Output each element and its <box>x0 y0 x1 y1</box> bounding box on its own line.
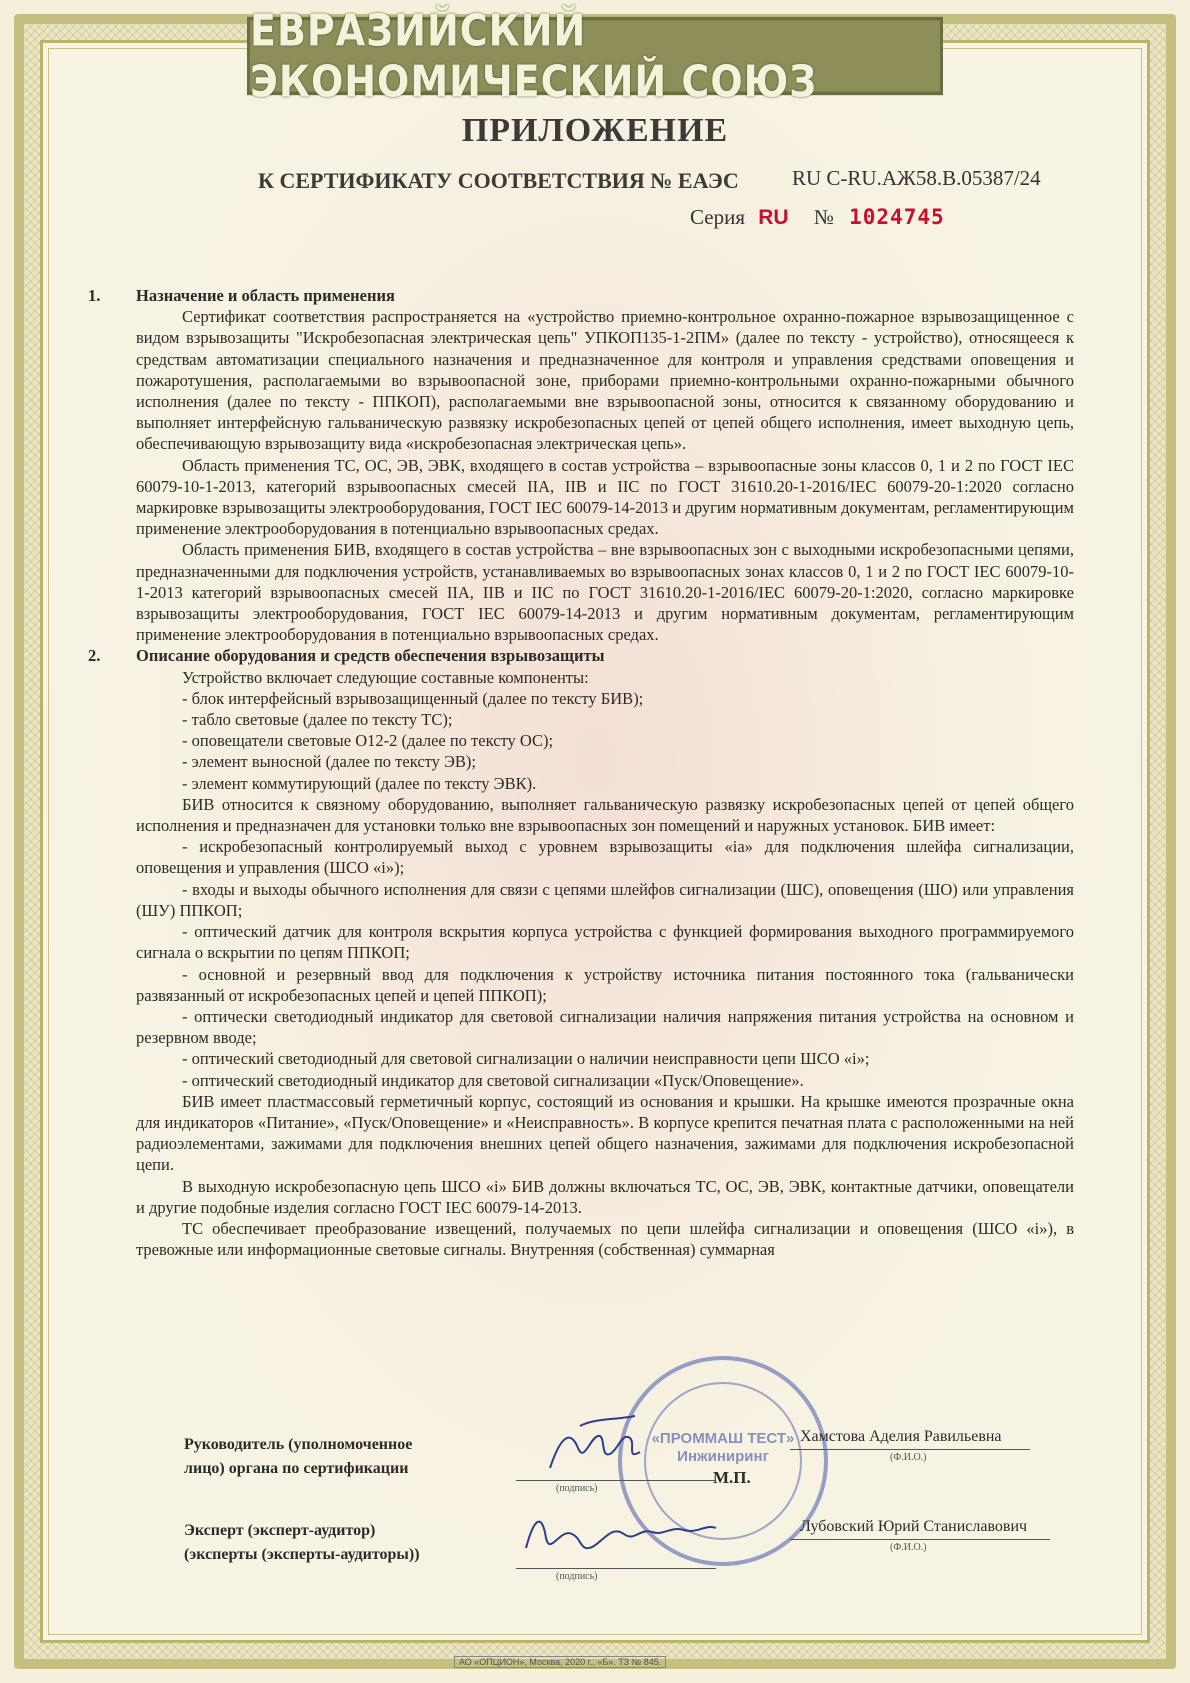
list-item: - элемент выносной (далее по тексту ЭВ); <box>182 752 476 772</box>
paragraph: БИВ относится к связному оборудованию, выполняет гальваническую развязку искробезопасных цепей от цепей общего исполнения и предназначен для установки только вне взрывоопасных зон помещений и наружных установок. БИВ имеет: <box>136 794 1074 836</box>
head-full-name: Хамстова Аделия Равильевна <box>800 1428 1002 1445</box>
header-banner: ЕВРАЗИЙСКИЙ ЭКОНОМИЧЕСКИЙ СОЮЗ <box>247 17 943 95</box>
document-title: ПРИЛОЖЕНИЕ <box>461 112 729 149</box>
paragraph: ТС обеспечивает преобразование извещений, получаемых по цепи шлейфа сигнализации и оповещения (ШСО «i»), в тревожные или информационные световые сигналы. Внутренняя (собственная) суммарная <box>136 1218 1074 1260</box>
expert-fio-caption: (Ф.И.О.) <box>890 1542 927 1553</box>
head-handwritten-signature <box>540 1408 660 1488</box>
document-body <box>88 285 1074 1260</box>
section-1-heading <box>88 285 1074 306</box>
paragraph: Область применения БИВ, входящего в состав устройства – вне взрывоопасных зон с выходными искробезопасными цепями, предназначенными для подключения устройств, устанавливаемых во взрывоопасных зонах классов 0, 1 и 2 по ГОСТ IEC 60079-10-1-2013 категорий взрывоопасных смесей IIA, IIB и IIC по ГОСТ 31610.20-1-2016/IEC 60079-20-1:2020, согласно маркировке взрывозащиты электрооборудования, ГОСТ IEC 60079-14-2013 и другим нормативным документам, регламентирующим применение электрооборудования в потенциально взрывоопасных средах. <box>136 540 1074 645</box>
head-sign-caption: (подпись) <box>556 1483 598 1494</box>
stamp-text: «ПРОММАШ ТЕСТ» Инжиниринг <box>651 1430 795 1465</box>
number-sign: № <box>813 205 834 229</box>
list-item: - оптический светодиодный индикатор для световой сигнализации «Пуск/Оповещение». <box>182 1070 804 1090</box>
head-label-line-2: лицо) органа по сертификации <box>184 1460 409 1477</box>
expert-handwritten-signature <box>520 1498 720 1568</box>
series-value: RU <box>758 206 789 229</box>
head-name-line <box>790 1449 1030 1450</box>
section-1-title: Назначение и область применения <box>136 286 395 305</box>
expert-signature-line <box>516 1568 716 1569</box>
paragraph: В выходную искробезопасную цепь ШСО «i» БИВ должны включаться ТС, ОС, ЭВ, ЭВК, контактные датчики, оповещатели и другие подобные изделия согласно ГОСТ IEC 60079-14-2013. <box>136 1176 1074 1217</box>
section-2-number: 2. <box>88 646 101 666</box>
head-label-line-1: Руководитель (уполномоченное <box>184 1436 413 1453</box>
list-item: - основной и резервный ввод для подключения к устройству источника питания постоянного тока (гальванически развязанный от искробезопасных цепей и цепей ППКОП); <box>136 964 1074 1005</box>
expert-full-name: Лубовский Юрий Станиславович <box>800 1518 1028 1535</box>
list-item: - блок интерфейсный взрывозащищенный (далее по тексту БИВ); <box>182 688 644 708</box>
series-label: Серия <box>690 205 745 229</box>
printer-imprint: АО «ОПЦИОН», Москва, 2020 г., «Б». ТЗ № 845. <box>454 1656 666 1668</box>
list-item: - оповещатели световые О12-2 (далее по тексту ОС); <box>182 731 554 751</box>
document-subtitle: К СЕРТИФИКАТУ СООТВЕТСТВИЯ № ЕАЭС <box>258 168 739 193</box>
list-item: - оптически светодиодный индикатор для световой сигнализации наличия напряжения питания устройства на основном и резервном вводе; <box>136 1006 1074 1048</box>
list-item: - оптический светодиодный для световой сигнализации о наличии неисправности цепи ШСО «i»; <box>182 1049 870 1069</box>
paragraph: БИВ имеет пластмассовый герметичный корпус, состоящий из основания и крышки. На крышке имеются прозрачные окна для индикаторов «Питание», «Пуск/Оповещение» и «Неисправность». В корпусе крепится печатная плата с расположенными на ней радиоэлементами, зажимами для подключения внешних цепей общего назначения, зажимами для подключения искробезопасной цепи. <box>136 1091 1074 1175</box>
list-item: - табло световые (далее по тексту ТС); <box>182 710 453 730</box>
section-1-number: 1. <box>88 286 101 305</box>
form-number: 1024745 <box>849 205 945 229</box>
certificate-number: RU C-RU.АЖ58.В.05387/24 <box>792 166 1041 190</box>
section-2-title: Описание оборудования и средств обеспечения взрывозащиты <box>136 646 605 666</box>
head-fio-caption: (Ф.И.О.) <box>890 1452 927 1463</box>
expert-label-line-1: Эксперт (эксперт-аудитор) <box>184 1522 376 1539</box>
series-line <box>690 205 945 230</box>
list-item: - входы и выходы обычного исполнения для связи с цепями шлейфов сигнализации (ШС), оповещения (ШО) или управления (ШУ) ППКОП; <box>136 879 1074 920</box>
paragraph: Область применения ТС, ОС, ЭВ, ЭВК, входящего в состав устройства – взрывоопасные зоны классов 0, 1 и 2 по ГОСТ IEC 60079-10-1-2013, категорий взрывоопасных смесей IIA, IIB и IIC по ГОСТ 31610.20-1-2016/IEC 60079-20-1:2020 согласно маркировке взрывозащиты электрооборудования, ГОСТ IEC 60079-14-2013 и другим нормативным документам, регламентирующим применение электрооборудования в потенциально взрывоопасных средах. <box>136 455 1074 539</box>
section-2-heading <box>88 645 1074 666</box>
list-item: - элемент коммутирующий (далее по тексту ЭВК). <box>182 773 537 793</box>
paragraph: Сертификат соответствия распространяется на «устройство приемно-контрольное охранно-пожарное взрывозащищенное с видом взрывозащиты "Искробезопасная электрическая цепь" УПКОП135-1-2ПМ» (далее по тексту - устройство), относящееся к средствам автоматизации специального назначения и предназначенное для контроля и управления средствами оповещения и пожаротушения, располагаемыми во взрывоопасной зоне, приборами приемно-контрольными охранно-пожарными обычного исполнения (далее по тексту - ППКОП), располагаемыми вне взрывоопасной зоны, относится к связанному оборудованию и выполняет интерфейсную гальваническую развязку искробезопасных цепей от цепей общего исполнения, имеет выходную цепь, обеспечивающую взрывозащиту вида «искробезопасная электрическая цепь». <box>136 307 1074 454</box>
expert-name-line <box>790 1539 1050 1540</box>
stamp-place-mark: М.П. <box>713 1468 751 1487</box>
paragraph: Устройство включает следующие составные компоненты: <box>182 667 589 687</box>
list-item: - искробезопасный контролируемый выход с уровнем взрывозащиты «ia» для подключения шлейфа сигнализации, оповещения и управления (ШСО «i»); <box>136 837 1074 878</box>
list-item: - оптический датчик для контроля вскрытия корпуса устройства с функцией формирования выходного программируемого сигнала о вскрытии по цепям ППКОП; <box>136 922 1074 963</box>
expert-sign-caption: (подпись) <box>556 1571 598 1582</box>
expert-label-line-2: (эксперты (эксперты-аудиторы)) <box>184 1546 420 1563</box>
